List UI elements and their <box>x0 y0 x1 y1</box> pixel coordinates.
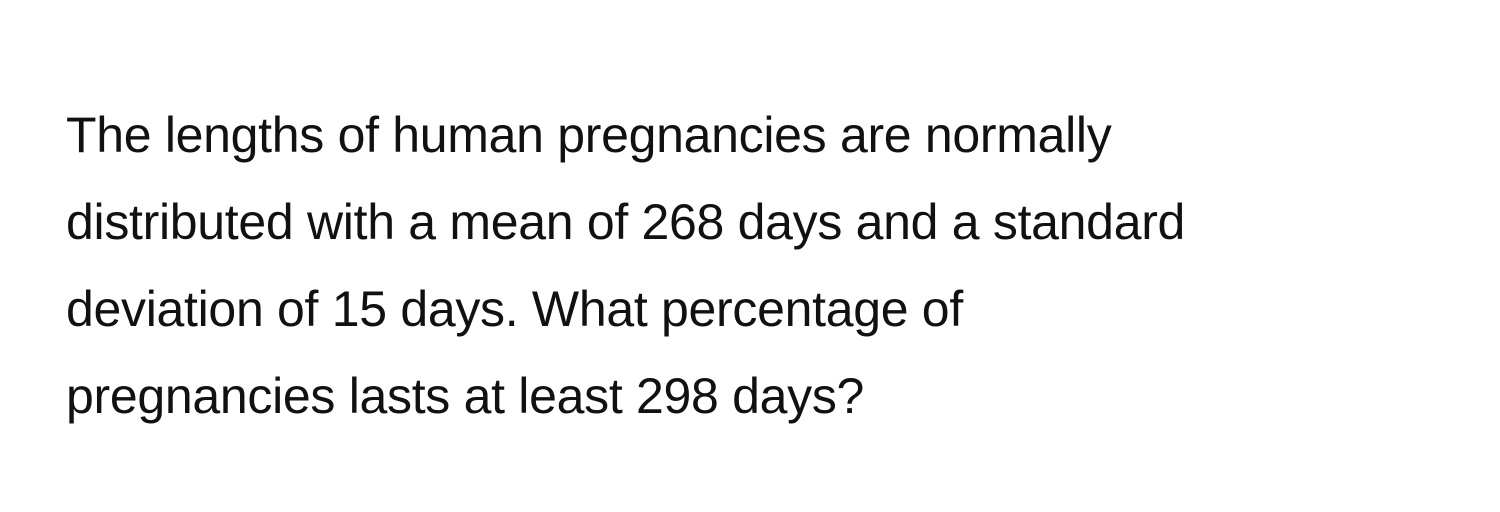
question-line-1: The lengths of human pregnancies are normally <box>66 107 1112 163</box>
question-line-2: distributed with a mean of 268 days and a standard <box>66 194 1186 250</box>
question-text <box>66 92 1466 440</box>
question-line-4: pregnancies lasts at least 298 days? <box>66 368 865 424</box>
question-line-3: deviation of 15 days. What percentage of <box>66 281 963 337</box>
